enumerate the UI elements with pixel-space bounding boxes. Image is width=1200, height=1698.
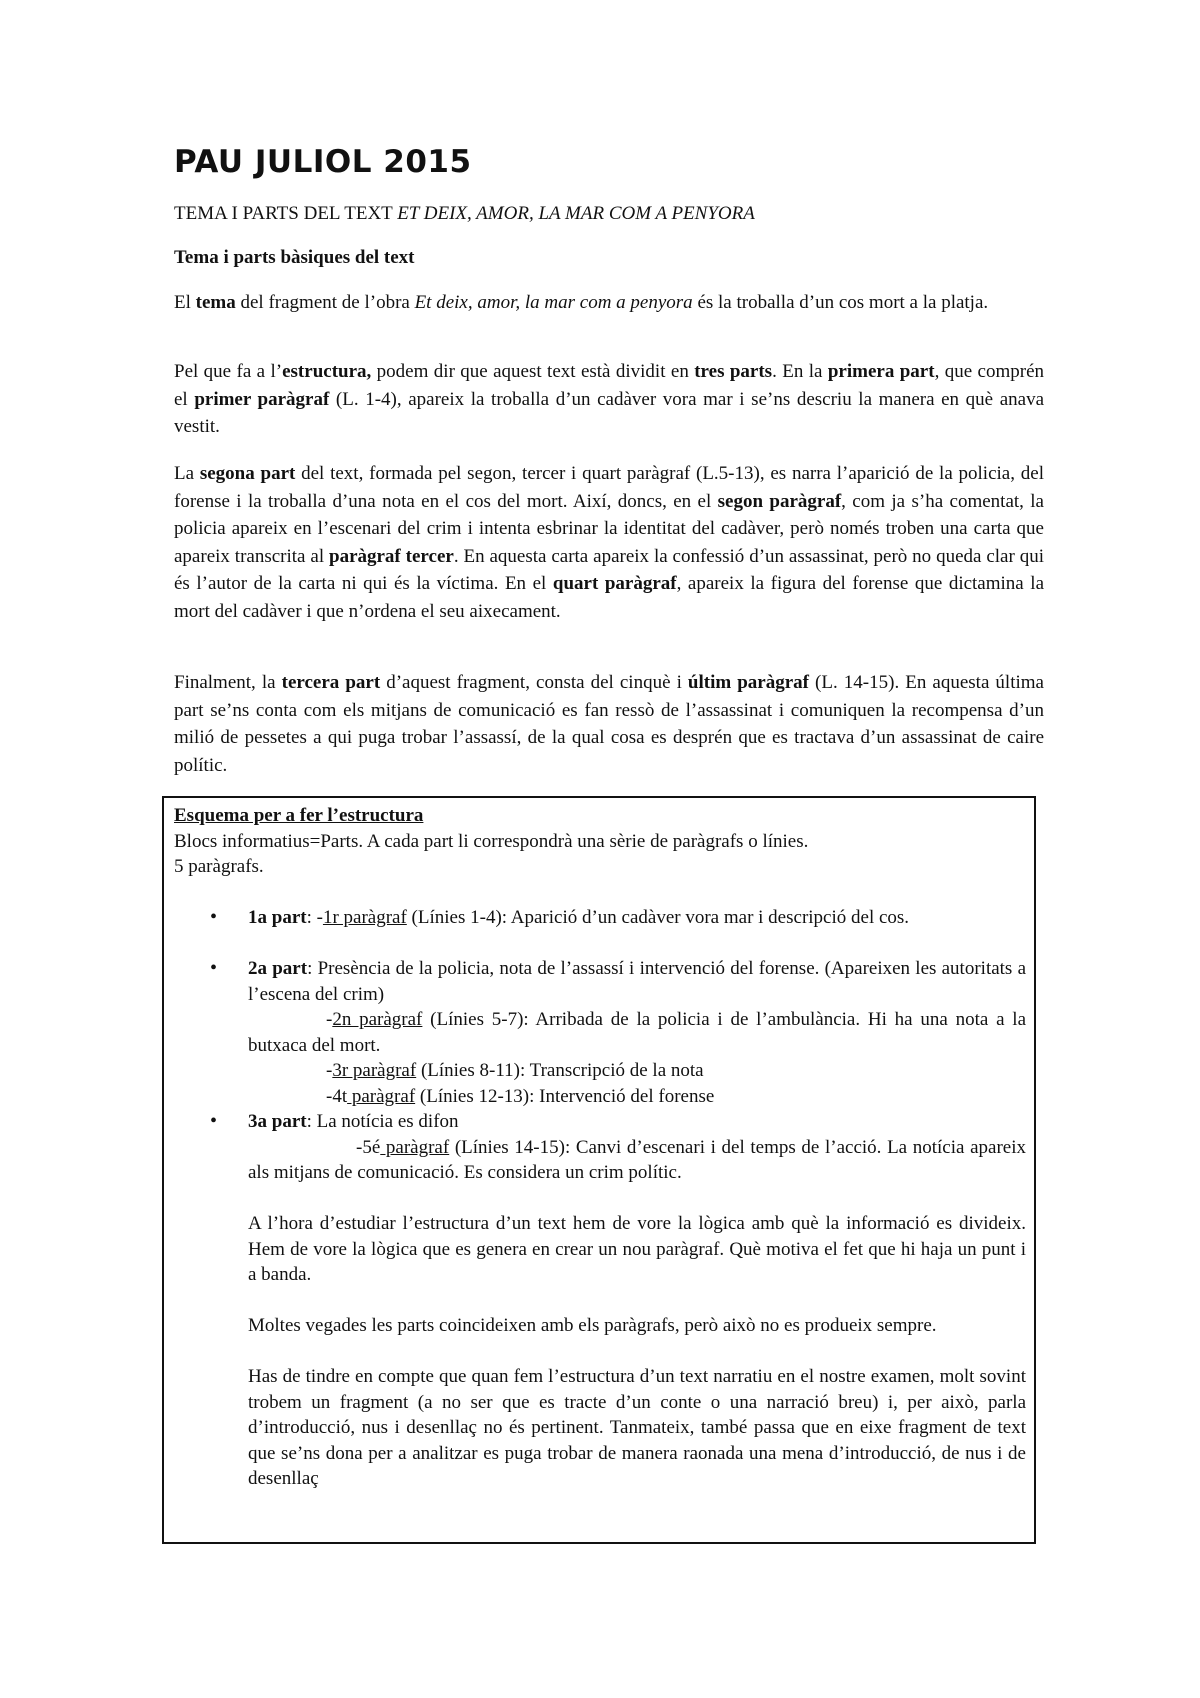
sub-item-5e: [248, 1135, 1026, 1186]
text-run: (Línies 8-11): Transcripció de la nota: [416, 1060, 704, 1081]
schema-box-content: [174, 803, 1026, 1492]
text-run: Pel que fa a l’: [174, 361, 283, 382]
bold-run: tercera part: [281, 672, 381, 693]
text-run: : La notícia es difon: [306, 1111, 459, 1132]
text-run: (L. 1-4), apareix la troballa d’un cadàver vora mar i se’ns descriu la manera en què anava vestit.: [174, 388, 1045, 437]
subtitle-prefix: TEMA I PARTS DEL TEXT: [174, 203, 398, 224]
bold-run: tres parts: [694, 361, 773, 382]
text-run: (L. 14-15). En aquesta última part se’ns conta com els mitjans de comunicació es fan ressò de l’assassinat i comuniquen la recompensa d’un milió de pessetes a qui puga trobar l’assassí, de la qual cosa es desprén que es tractava d’un assassinat de caire polític.: [174, 672, 1044, 776]
text-run: -: [326, 1060, 333, 1081]
schema-line-1: Blocs informatius=Parts. A cada part li correspondrà una sèrie de paràgrafs o línies.: [174, 830, 809, 852]
text-run: (Línies 5-7): Arribada de la policia i de l’ambulància. Hi ha una nota a la butxaca del mort.: [248, 1009, 1026, 1056]
text-run: és la troballa d’un cos mort a la platja.: [692, 292, 989, 313]
text-run: La: [174, 463, 200, 484]
italic-run: Et deix, amor, la mar com a penyora: [414, 292, 693, 313]
text-run: -: [326, 1009, 333, 1030]
sub-item-3r: [248, 1058, 1026, 1084]
schema-line-2: 5 paràgrafs.: [174, 856, 264, 877]
bold-run: tema: [195, 292, 236, 313]
bold-run: estructura,: [282, 361, 372, 382]
paragraph-tercera-part: [174, 669, 1044, 779]
part-label: 3a part: [248, 1111, 307, 1132]
underlined-run: paràgraf: [380, 1136, 450, 1158]
note-1: A l’hora d’estudiar l’estructura d’un text hem de vore la lògica amb què la informació es divideix. Hem de vore la lògica que es genera en crear un nou paràgraf. Què motiva el fet que hi haja un punt i a banda.: [248, 1213, 1026, 1285]
text-run: , apareix la figura del forense que dictamina la mort del cadàver i que n’ordena el seu aixecament.: [174, 573, 1045, 622]
bold-run: primera part: [827, 361, 935, 382]
schema-box: [162, 796, 1036, 1544]
schema-heading: Esquema per a fer l’estructura: [174, 805, 424, 826]
text-run: (Línies 1-4): Aparició d’un cadàver vora mar i descripció del cos.: [406, 907, 910, 928]
bullet-icon: •: [210, 957, 218, 979]
text-run: . En aquesta carta apareix la confessió d’un assassinat, però no queda clar qui és l’autor de la carta ni qui és la víctima. En el: [174, 545, 1044, 594]
text-run: : Presència de la policia, nota de l’assassí i intervenció del forense. (Apareixen les autoritats a l’escena del crim): [248, 958, 1026, 1005]
text-run: -5é: [356, 1136, 381, 1158]
text-run: -4t: [326, 1085, 348, 1107]
parts-list: [174, 905, 1026, 1492]
text-run: del text, formada pel segon, tercer i quart paràgraf (L.5-13), es narra l’aparició de la policia, del forense i la troballa d’una nota en el cos del mort. Així, doncs, en el: [174, 463, 1044, 512]
section-heading: Tema i parts bàsiques del text: [174, 247, 415, 268]
bullet-icon: •: [210, 906, 218, 928]
bold-run: últim paràgraf: [687, 672, 809, 693]
underlined-run: 3r paràgraf: [332, 1060, 417, 1081]
bold-run: primer paràgraf: [194, 388, 330, 410]
text-run: d’aquest fragment, consta del cinquè i: [380, 672, 688, 693]
document-subtitle: [174, 203, 755, 225]
text-run: (Línies 14-15): Canvi d’escenari i del temps de l’acció. La notícia apareix als mitjans de comunicació. Es considera un crim polític.: [248, 1136, 1027, 1183]
part-label: 1a part: [248, 907, 307, 928]
list-item-part-2: [174, 956, 1026, 1109]
underlined-run: 1r paràgraf: [322, 907, 407, 928]
text-run: (Línies 12-13): Intervenció del forense: [415, 1085, 715, 1107]
text-run: , que comprén el: [174, 361, 1045, 410]
bold-run: quart paràgraf: [552, 573, 677, 594]
text-run: podem dir que aquest text està dividit en: [371, 361, 695, 382]
bold-run: paràgraf tercer: [329, 545, 454, 567]
subtitle-work-title: ET DEIX, AMOR, LA MAR COM A PENYORA: [397, 203, 755, 224]
text-run: del fragment de l’obra: [235, 292, 415, 313]
sub-item-4t: [248, 1084, 1026, 1110]
note-3: Has de tindre en compte que quan fem l’estructura d’un text narratiu en el nostre examen, molt sovint trobem un fragment (a no ser que es tracte d’un conte o una narració breu) i, per això, parla d’introducció, nus i desenllaç no és pertinent. Tanmateix, també passa que en eixe fragment de text que se’ns dona per a analitzar es puga trobar de manera raonada una mena d’introducció, de nus i de desenllaç: [248, 1366, 1026, 1489]
part-label: 2a part: [248, 958, 308, 979]
note-2: Moltes vegades les parts coincideixen amb els paràgrafs, però això no es produeix sempre.: [248, 1315, 937, 1336]
paragraph-estructura: [174, 358, 1044, 441]
document-title: PAU JULIOL 2015: [174, 144, 472, 180]
list-item-part-3: [174, 1109, 1026, 1492]
text-run: : -: [306, 907, 323, 928]
text-run: El: [174, 292, 196, 313]
bold-run: segon paràgraf: [717, 490, 842, 512]
underlined-run: paràgraf: [347, 1085, 416, 1107]
text-run: . En la: [772, 361, 828, 382]
sub-item-2n: [248, 1007, 1026, 1058]
text-run: , com ja s’ha comentat, la policia apareix en l’escenari del crim i intenta esbrinar la identitat del cadàver, però només troben una carta que apareix transcrita al: [174, 490, 1044, 567]
list-item-part-1: [174, 905, 1026, 931]
underlined-run: 2n paràgraf: [332, 1009, 423, 1030]
bold-run: segona part: [199, 463, 296, 484]
bullet-icon: •: [210, 1110, 218, 1132]
paragraph-tema: [174, 289, 1044, 317]
paragraph-segona-part: [174, 460, 1044, 625]
text-run: Finalment, la: [174, 672, 282, 693]
